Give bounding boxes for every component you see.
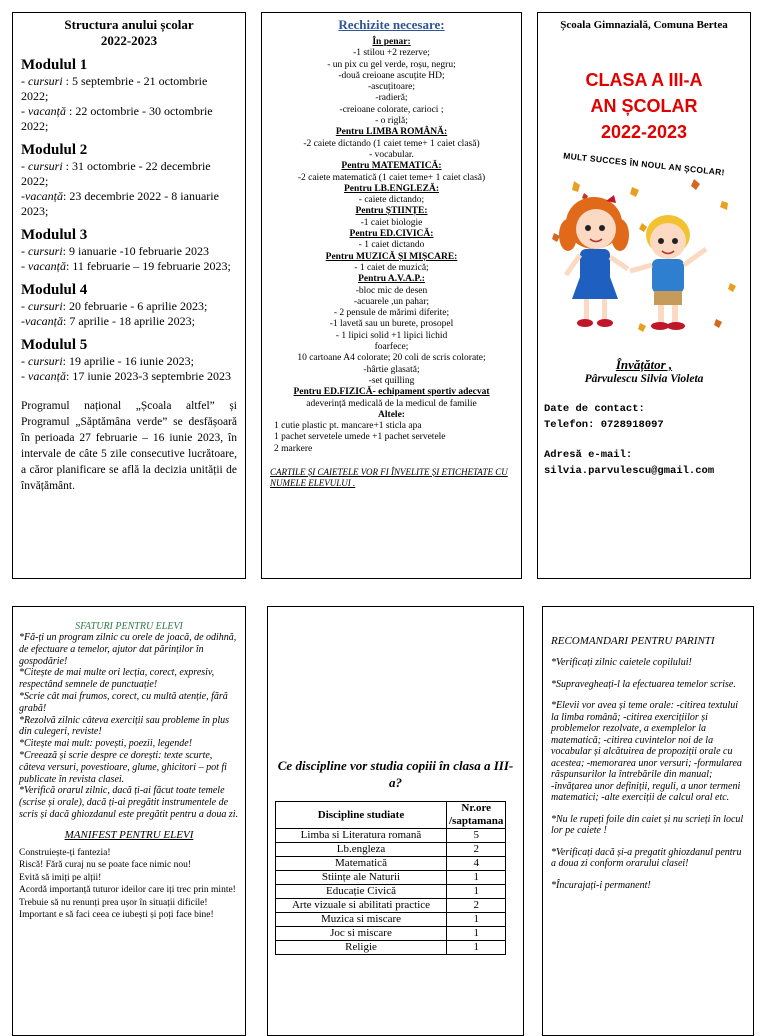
module-period: -vacanță: 23 decembrie 2022 - 8 ianuarie 2023; bbox=[21, 189, 219, 218]
supplies-heading: Pentru MATEMATICĂ: bbox=[341, 161, 442, 172]
column-header-hours: Nr.ore /saptamana bbox=[447, 802, 506, 829]
supply-item: -1 lavetă sau un burete, prosopel bbox=[329, 319, 454, 330]
module-period: -vacanță: 7 aprilie - 18 aprilie 2023; bbox=[21, 314, 195, 328]
module-period: - cursuri: 19 aprilie - 16 iunie 2023; bbox=[21, 354, 194, 368]
supply-item: -hârtie glasată; bbox=[363, 364, 420, 375]
student-advice-panel bbox=[12, 606, 246, 1036]
recommendation-item: *Supravegheați-l la efectuarea temelor scrise. bbox=[551, 678, 736, 690]
period-label: cursuri bbox=[28, 354, 63, 368]
manifest-title: MANIFEST PENTRU ELEVI bbox=[64, 828, 194, 841]
email-heading: Adresă e-mail: bbox=[544, 449, 633, 461]
contact-heading: Date de contact: bbox=[544, 403, 645, 415]
advice-item: *Citește mai mult: povești, poezii, legende! bbox=[19, 738, 193, 750]
supply-item: -1 caiet biologie bbox=[360, 217, 423, 228]
module-period: - cursuri: 20 februarie - 6 aprilie 2023; bbox=[21, 299, 208, 313]
supplies-heading: Pentru ED.FIZICĂ- echipament sportiv adecvat bbox=[293, 387, 490, 398]
disciplines-table bbox=[275, 801, 506, 955]
column-header-discipline: Discipline studiate bbox=[276, 802, 447, 829]
module-period: - vacanță : 22 octombrie - 30 octombrie 2022; bbox=[21, 104, 213, 133]
covering-note: CARTILE ȘI CAIETELE VOR FI ÎNVELITE ȘI ETICHETATE CU NUMELE ELEVULUI . bbox=[270, 466, 508, 488]
period-label: cursuri bbox=[28, 74, 63, 88]
period-label: cursuri bbox=[28, 299, 63, 313]
boy-figure bbox=[630, 215, 706, 330]
supply-item: -creioane colorate, carioci ; bbox=[339, 104, 444, 115]
module-period: - cursuri: 9 ianuarie -10 februarie 2023 bbox=[21, 244, 209, 258]
hours-cell: 2 bbox=[447, 843, 506, 857]
supplies-heading: Pentru LIMBA ROMÂNĂ: bbox=[335, 127, 448, 138]
girl-figure bbox=[559, 195, 629, 327]
supply-item: - un pix cu gel verde, roșu, negru; bbox=[327, 59, 456, 70]
module-heading: Modulul 1 bbox=[21, 57, 88, 73]
supplies-heading: Pentru ED.CIVICĂ: bbox=[349, 229, 434, 240]
school-name: Școala Gimnazială, Comuna Bertea bbox=[560, 19, 728, 31]
manifest-item: Riscă! Fără curaj nu se poate face nimic nou! bbox=[19, 860, 191, 871]
other-item: 1 cutie plastic pt. mancare+1 sticla apa bbox=[274, 421, 422, 432]
manifest-item: Construiește-ți fantezia! bbox=[19, 847, 111, 858]
supply-item: - 1 caiet de muzică; bbox=[354, 262, 429, 273]
supply-item: -bloc mic de desen bbox=[355, 285, 428, 296]
period-label: vacanță bbox=[25, 314, 63, 328]
contact-block bbox=[544, 401, 744, 479]
modules-list bbox=[21, 57, 237, 384]
manifest-list bbox=[19, 847, 239, 922]
supplies-heading: Pentru MUZICĂ ȘI MIȘCARE: bbox=[325, 251, 458, 262]
module-heading: Modulul 5 bbox=[21, 337, 88, 353]
supply-item: - 1 lipici solid +1 lipici lichid bbox=[335, 330, 448, 341]
table-row bbox=[276, 829, 506, 843]
children-illustration bbox=[544, 173, 744, 353]
supply-item: - o riglă; bbox=[375, 116, 408, 127]
discipline-cell: Stiințe ale Naturii bbox=[276, 871, 447, 885]
supplies-panel bbox=[261, 12, 522, 579]
hours-cell: 1 bbox=[447, 941, 506, 955]
advice-item: *Rezolvă zilnic câteva exerciții sau probleme în plus din culegeri, reviste! bbox=[19, 714, 230, 738]
recommendation-item: *Încurajați-i permanent! bbox=[551, 879, 651, 891]
success-wish: MULT SUCCES ÎN NOUL AN ȘCOLAR! bbox=[562, 150, 726, 178]
manifest-item: Acordă importanță tuturor ideilor care iți trec prin minte! bbox=[19, 885, 236, 896]
cover-panel bbox=[537, 12, 751, 579]
table-row bbox=[276, 913, 506, 927]
hours-cell: 5 bbox=[447, 829, 506, 843]
supply-item: -radieră; bbox=[375, 93, 408, 104]
hours-cell: 1 bbox=[447, 885, 506, 899]
recommendation-item: *Verificați dacă și-a pregatit ghiozdanul pentru a doua zi conform orarului clasei! bbox=[551, 846, 742, 869]
hours-cell: 2 bbox=[447, 899, 506, 913]
period-label: vacanță bbox=[28, 259, 66, 273]
disciplines-panel bbox=[267, 606, 524, 1036]
year-headline: AN ȘCOLAR bbox=[590, 96, 698, 116]
advice-item: *Citește de mai multe ori lecția, corect, expresiv, respectând semnele de punctuație! bbox=[19, 667, 215, 691]
discipline-cell: Matematică bbox=[276, 857, 447, 871]
manifest-item: Important e să faci ceea ce iubești și poți face bine! bbox=[19, 910, 214, 921]
phone: Telefon: 0728918097 bbox=[544, 419, 664, 431]
parent-recommendations-panel bbox=[542, 606, 754, 1036]
email: silvia.parvulescu@gmail.com bbox=[544, 465, 715, 477]
supplies-list bbox=[268, 37, 515, 410]
recommendation-item: *Elevii vor avea și teme orale: -citirea textului la limba română; -citirea exercițiilor și problemelor rezolvate, a exemplelor la matematică; -citirea cuvintelor noi de la vocabular și alcătuirea de propoziții orale cu acestea; -memorarea unor versuri; -formularea răspunsurilor la întrebările din manual; -învățarea unor definiții, reguli, a unor termeni matematici; -alte exerciții de calcul oral etc. bbox=[551, 700, 742, 803]
supply-item: -ascuțitoare; bbox=[368, 82, 415, 93]
hours-cell: 1 bbox=[447, 871, 506, 885]
table-row bbox=[276, 885, 506, 899]
module-period: - cursuri : 5 septembrie - 21 octombrie 2022; bbox=[21, 74, 208, 103]
supply-item: - caiete dictando; bbox=[358, 195, 425, 206]
period-label: cursuri bbox=[28, 159, 63, 173]
module-heading: Modulul 3 bbox=[21, 227, 88, 243]
period-label: vacanță bbox=[28, 369, 66, 383]
table-row bbox=[276, 899, 506, 913]
module-heading: Modulul 4 bbox=[21, 282, 88, 298]
supply-item: -2 caiete matematică (1 caiet teme+ 1 caiet clasă) bbox=[297, 172, 486, 183]
school-year-structure-panel bbox=[12, 12, 246, 579]
advice-list bbox=[19, 632, 239, 821]
hours-cell: 1 bbox=[447, 913, 506, 927]
supplies-heading: Pentru A.V.A.P.: bbox=[358, 274, 425, 285]
period-label: vacanță bbox=[25, 189, 63, 203]
module-period: - cursuri : 31 octombrie - 22 decembrie 2022; bbox=[21, 159, 211, 188]
advice-item: *Scrie cât mai frumos, corect, cu multă atenție, fără grabă! bbox=[19, 690, 228, 714]
class-headline: CLASA A III-A bbox=[585, 70, 703, 90]
table-row bbox=[276, 927, 506, 941]
recommendations-list bbox=[551, 657, 745, 891]
period-label: cursuri bbox=[28, 244, 63, 258]
supplies-heading: În penar: bbox=[372, 37, 411, 47]
other-item: 2 markere bbox=[274, 443, 313, 454]
hours-cell: 1 bbox=[447, 927, 506, 941]
discipline-cell: Limba si Literatura romană bbox=[276, 829, 447, 843]
structure-title: Structura anului școlar bbox=[64, 17, 194, 32]
year-range-headline: 2022-2023 bbox=[600, 122, 688, 142]
discipline-cell: Lb.engleza bbox=[276, 843, 447, 857]
teacher-name: Pârvulescu Silvia Violeta bbox=[584, 373, 704, 385]
advice-item: *Verifică orarul zilnic, dacă ți-ai făcut toate temele (scrise și orale), dacă ți-ai pregătit instrumentele de scris și dacă ghiozdanul este pregătit pentru a doua zi. bbox=[19, 785, 239, 820]
supply-item: -acuarele ,un pahar; bbox=[353, 296, 430, 307]
discipline-cell: Joc si miscare bbox=[276, 927, 447, 941]
hours-cell: 4 bbox=[447, 857, 506, 871]
supply-item: -1 stilou +2 rezerve; bbox=[353, 48, 430, 59]
supplies-title: Rechizite necesare: bbox=[338, 17, 445, 32]
module-period: - vacanță: 17 iunie 2023-3 septembrie 2023 bbox=[21, 369, 231, 383]
supply-item: - vocabular. bbox=[369, 149, 414, 160]
discipline-cell: Educație Civică bbox=[276, 885, 447, 899]
supplies-heading: Pentru LB.ENGLEZĂ: bbox=[343, 183, 439, 194]
other-item: 1 pachet servetele umede +1 pachet servetele bbox=[274, 432, 446, 443]
manifest-item: Trebuie să nu renunți prea ușor în situații dificile! bbox=[19, 897, 208, 908]
advice-item: *Fă-ți un program zilnic cu orele de joacă, de odihnă, de efectuare a temelor, ajutor dat părinților în gospodărie! bbox=[19, 632, 237, 667]
discipline-cell: Arte vizuale si abilitati practice bbox=[276, 899, 447, 913]
module-period: - vacanță: 11 februarie – 19 februarie 2023; bbox=[21, 259, 231, 273]
supply-item: - 1 caiet dictando bbox=[358, 240, 425, 251]
supply-item: - 2 pensule de mărimi diferite; bbox=[333, 308, 450, 319]
supply-item: -două creioane ascuțite HD; bbox=[338, 70, 445, 81]
period-label: vacanță bbox=[28, 104, 66, 118]
recommendation-item: *Nu le rupeți foile din caiet și nu scrieți în locul lor pe caiete ! bbox=[551, 813, 744, 836]
other-list bbox=[268, 421, 515, 455]
table-row bbox=[276, 871, 506, 885]
recommendation-item: *Verificați zilnic caietele copilului! bbox=[551, 657, 692, 668]
program-text: Programul național „Școala altfel” și Programul „Săptămâna verde” se desfășoară în perioada 27 februarie – 16 iunie 2023, în intervale de câte 5 zile consecutive lucrătoare, a căror planificare se află la decizia unității de învățământ. bbox=[21, 400, 237, 492]
supplies-heading: Pentru ȘTIINȚE: bbox=[355, 206, 428, 217]
advice-item: *Creează și scrie despre ce dorești: texte scurte, câteva versuri, povestioare, glume, ghicitori – pot fi publicate în revista clasei. bbox=[19, 749, 227, 785]
disciplines-question: Ce discipline vor studia copiii în clasa a III-a? bbox=[277, 758, 514, 790]
recommendations-title: RECOMANDARI PENTRU PARINTI bbox=[551, 635, 715, 647]
table-row bbox=[276, 941, 506, 955]
supply-item: 10 cartoane A4 colorate; 20 coli de scris colorate; bbox=[297, 353, 486, 364]
manifest-item: Evită să imiți pe alții! bbox=[19, 872, 102, 883]
teacher-title: Învățător , bbox=[615, 357, 673, 372]
discipline-cell: Muzica si miscare bbox=[276, 913, 447, 927]
module-heading: Modulul 2 bbox=[21, 142, 88, 158]
supply-item: -set quilling bbox=[368, 375, 415, 386]
table-row bbox=[276, 857, 506, 871]
advice-title: SFATURI PENTRU ELEVI bbox=[75, 621, 183, 632]
other-heading: Altele: bbox=[378, 409, 405, 420]
discipline-cell: Religie bbox=[276, 941, 447, 955]
table-row bbox=[276, 843, 506, 857]
supply-item: adeverință medicală de la medicul de familie bbox=[306, 398, 477, 409]
structure-year: 2022-2023 bbox=[100, 33, 158, 48]
supply-item: foarfece; bbox=[374, 342, 409, 353]
supply-item: -2 caiete dictando (1 caiet teme+ 1 caiet clasă) bbox=[303, 138, 480, 149]
